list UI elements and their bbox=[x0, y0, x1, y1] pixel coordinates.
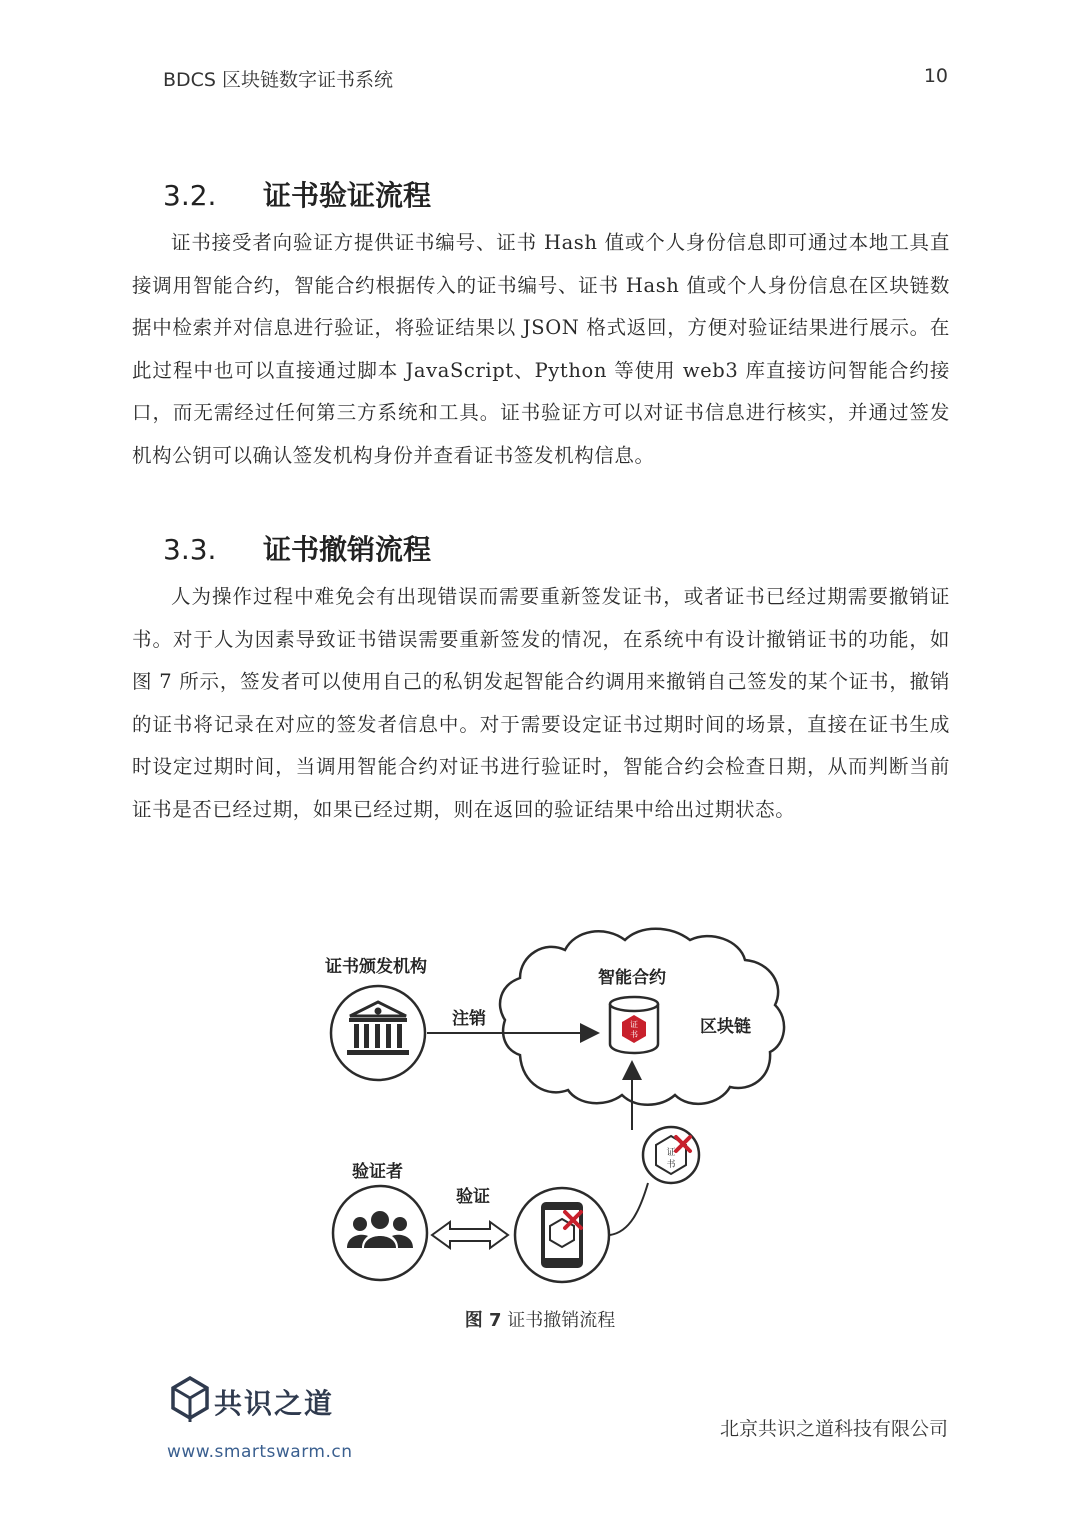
cert-glyph-top: 证 bbox=[630, 1020, 638, 1029]
website-link[interactable]: www.smartswarm.cn bbox=[167, 1442, 353, 1462]
svg-text:证: 证 bbox=[666, 1148, 676, 1158]
database-icon bbox=[610, 997, 658, 1053]
phone-to-cert-curve bbox=[610, 1183, 648, 1235]
issuer-label: 证书颁发机构 bbox=[325, 957, 427, 977]
contract-label: 智能合约 bbox=[598, 968, 666, 988]
caption-number: 图 7 bbox=[464, 1310, 502, 1331]
smartphone-icon bbox=[541, 1202, 583, 1268]
verifier-label: 验证者 bbox=[352, 1162, 403, 1182]
blockchain-label: 区块链 bbox=[700, 1017, 751, 1037]
section-paragraph: 证书接受者向验证方提供证书编号、证书 Hash 值或个人身份信息即可通过本地工具直接调用智能合约，智能合约根据传入的证书编号、证书 Hash 值或个人身份信息在区块链数据中检索并对信息进行验证，将验证结果以 JSON 格式返回，方便对验证结果进行展示。在此过程中也可以直接通过脚本 JavaScript、Python 等使用 web3 库直接访问智能合约接口，而无需经过任何第三方系统和工具。证书验证方可以对证书信息进行核实，并通过签发机构公钥可以确认签发机构身份并查看证书签发机构信息。 bbox=[132, 231, 950, 467]
section-heading bbox=[163, 528, 431, 568]
revocation-flow-diagram bbox=[320, 915, 790, 1290]
section-number: 3.3. bbox=[163, 533, 217, 566]
caption-text: 证书撤销流程 bbox=[507, 1310, 616, 1331]
figure-caption bbox=[0, 1306, 1080, 1332]
svg-text:书: 书 bbox=[666, 1160, 676, 1170]
section-title: 证书验证流程 bbox=[263, 179, 432, 212]
company-name: 北京共识之道科技有限公司 bbox=[719, 1418, 948, 1440]
cert-glyph-bottom: 书 bbox=[630, 1030, 638, 1039]
logo-text: 共识之道 bbox=[214, 1387, 335, 1420]
verifier-node bbox=[333, 1186, 427, 1280]
header-title: BDCS 区块链数字证书系统 bbox=[163, 69, 394, 91]
company-logo-icon bbox=[170, 1376, 210, 1424]
section-title: 证书撤销流程 bbox=[263, 533, 432, 566]
verify-double-arrow bbox=[432, 1222, 508, 1248]
revoke-label: 注销 bbox=[452, 1009, 486, 1029]
section-paragraph: 人为操作过程中难免会有出现错误而需要重新签发证书，或者证书已经过期需要撤销证书。对于人为因素导致证书错误需要重新签发的情况，在系统中有设计撤销证书的功能，如图 7 所示，签发者可以使用自己的私钥发起智能合约调用来撤销自己签发的某个证书，撤销的证书将记录在对应的签发者信息中。对于需要设定证书过期时间的场景，直接在证书生成时设定过期时间，当调用智能合约对证书进行验证时，智能合约会检查日期，从而判断当前证书是否已经过期，如果已经过期，则在返回的验证结果中给出过期状态。 bbox=[132, 585, 950, 821]
verify-label: 验证 bbox=[456, 1187, 490, 1207]
section-number: 3.2. bbox=[163, 179, 217, 212]
page-number: 10 bbox=[923, 65, 948, 87]
section-heading bbox=[163, 174, 431, 214]
